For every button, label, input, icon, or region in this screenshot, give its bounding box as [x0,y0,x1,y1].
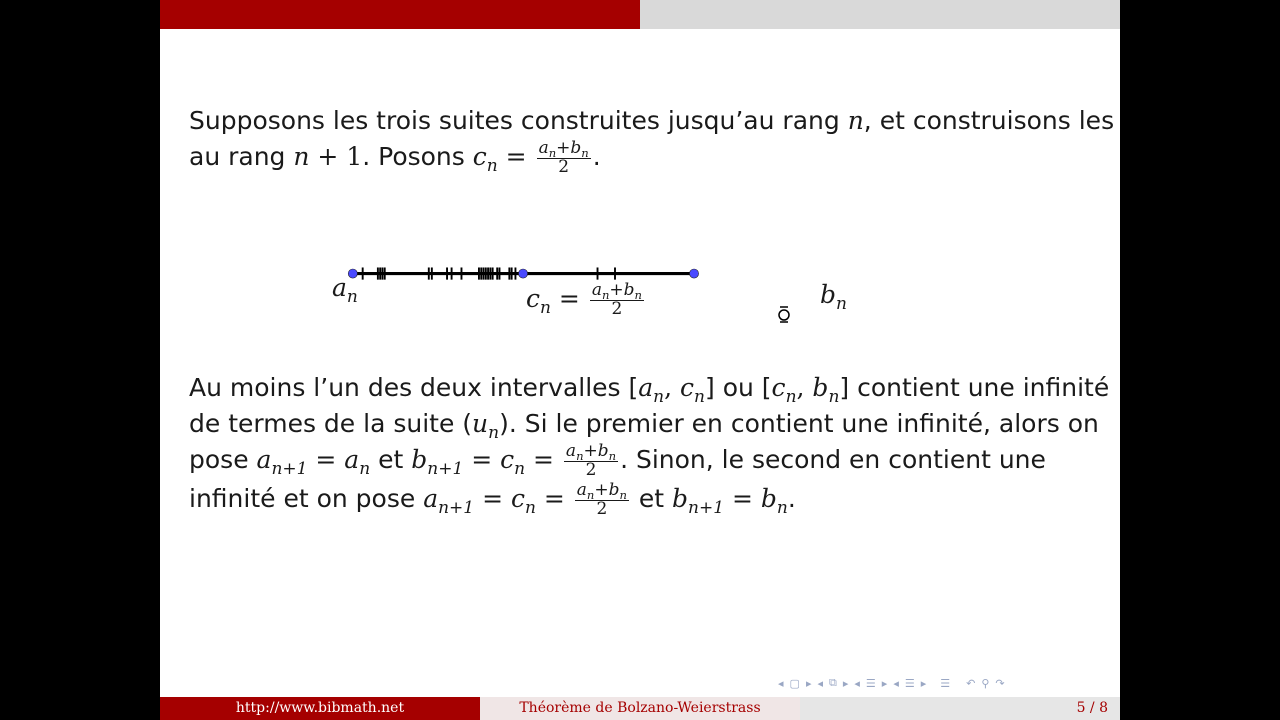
paragraph-2 [189,370,1109,519]
point-bn [689,269,698,278]
paragraph-2-line-2: de termes de la suite $(u_n)$. Si le premier en contient une infinité, alors on [189,409,1099,443]
fraction-cn: $\frac{a_n+b_n}{2}$ [538,137,589,177]
slide [160,0,1120,720]
label-cn: $c_n$ = $\frac{a_n+b_n}{2}$ [526,279,642,319]
footer-page: 5 / 8 [800,697,1120,720]
nav-appendix-icon[interactable]: ☰ [940,676,951,690]
nav-doc-icon[interactable]: ☰ [904,676,915,690]
interval-figure [330,248,710,328]
nav-prev-subsection-icon[interactable]: ◂ [817,676,823,690]
paragraph-2-line-4: infinité et on pose $a_{n+1} = c_n$ = $\frac{a_n+b_n}{2}$ et $b_{n+1} = b_n$. [189,480,796,519]
paragraph-1 [189,103,1114,176]
nav-search-icon[interactable]: ⚲ [981,676,990,690]
label-an: $a_n$ [332,273,358,307]
label-bn: $b_n$ [820,280,847,314]
footer-title: Théorème de Bolzano-Weierstrass [480,697,800,720]
progress-bar-empty [640,0,1120,29]
nav-frame-icon[interactable]: ▢ [789,676,800,690]
nav-next-section-icon[interactable]: ▸ [881,676,888,690]
nav-forward-icon[interactable]: ↷ [995,676,1005,690]
cursor-icon [777,305,791,323]
point-cn [518,269,527,278]
nav-next-doc-icon[interactable]: ▸ [920,676,927,690]
paragraph-1-line-2: au rang n + 1. Posons $c_n$ = $\frac{a_n+b_n}{2}$ . [189,137,601,177]
nav-back-icon[interactable]: ↶ [966,676,976,690]
paragraph-2-line-1: Au moins l’un des deux intervalles [$a_n$, $c_n$] ou [$c_n$, $b_n$] contient une infinité [189,373,1110,407]
paragraph-1-line-1: Supposons les trois suites construites jusqu’au rang n, et construisons les [189,106,1115,135]
progress-bar-filled [160,0,640,29]
nav-next-subsection-icon[interactable]: ▸ [842,676,849,690]
nav-subsection-icon[interactable]: ⧉ [829,676,837,689]
paragraph-2-line-3: pose $a_{n+1} = a_n$ et $b_{n+1} = c_n$ = $\frac{a_n+b_n}{2}$ . Sinon, le second en contient une [189,440,1046,480]
navigation-bar [778,674,1005,692]
nav-prev-frame-icon[interactable]: ◂ [778,676,784,690]
nav-section-icon[interactable]: ☰ [865,676,876,690]
nav-prev-section-icon[interactable]: ◂ [854,676,860,690]
nav-prev-doc-icon[interactable]: ◂ [893,676,899,690]
nav-next-frame-icon[interactable]: ▸ [805,676,812,690]
footer-url[interactable]: http://www.bibmath.net [160,697,480,720]
